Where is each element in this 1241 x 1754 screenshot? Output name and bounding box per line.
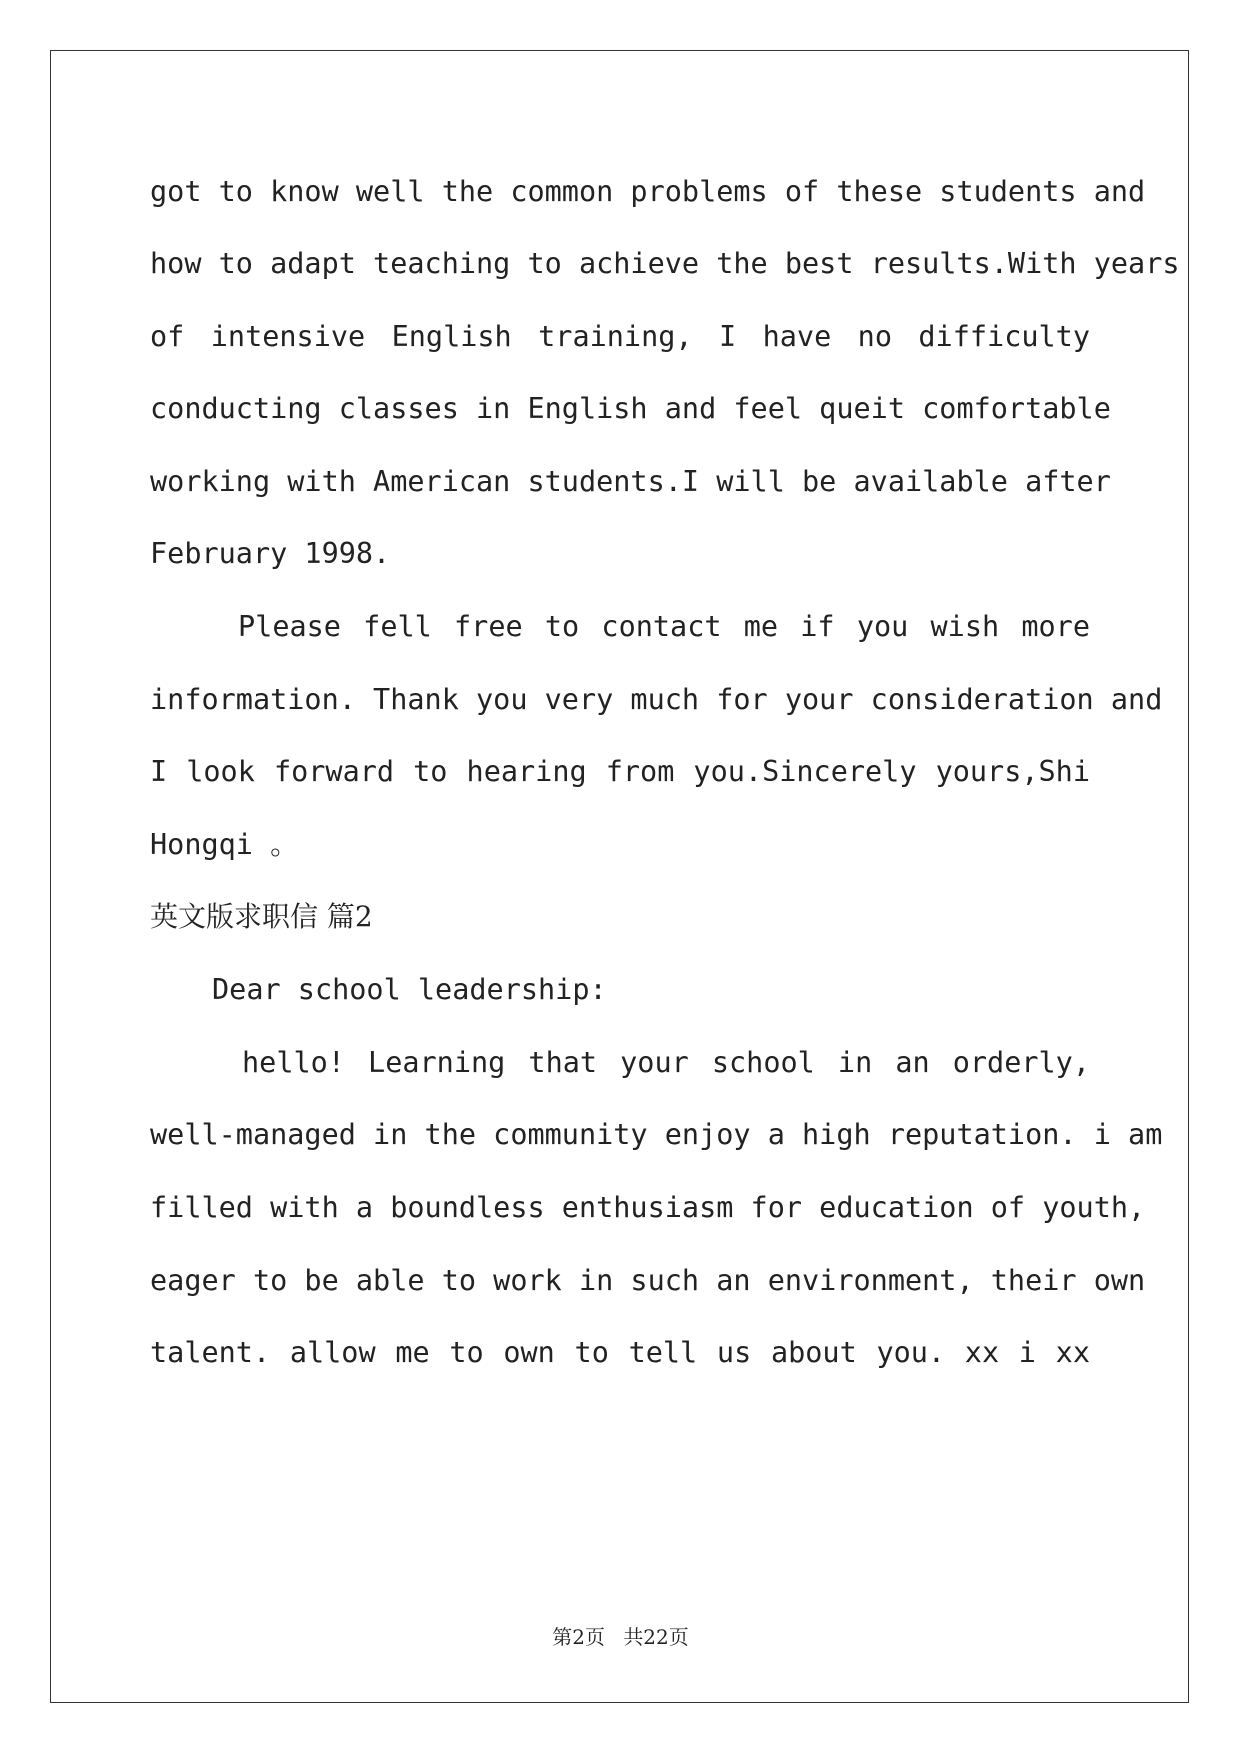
text-line: I look forward to hearing from you.Sincerely yours,Shi (150, 755, 1090, 788)
paragraph-first-line: Please fell free to contact me if you wish more (238, 610, 1090, 643)
text-line: how to adapt teaching to achieve the best results.With years (150, 247, 1180, 280)
text-line: conducting classes in English and feel queit comfortable (150, 392, 1111, 425)
text-line: February 1998. (150, 537, 391, 570)
page-number (0, 1621, 1241, 1650)
page-border (50, 50, 1189, 1703)
section-heading: 英文版求职信 篇2 (150, 900, 373, 933)
salutation: Dear school leadership: (212, 973, 607, 1006)
page-current: 第2页 (552, 1625, 605, 1649)
text-line: of intensive English training, I have no difficulty (150, 320, 1090, 353)
paragraph-first-line: hello! Learning that your school in an orderly, (242, 1046, 1090, 1079)
text-line: Hongqi 。 (150, 828, 299, 861)
text-line: information. Thank you very much for your consideration and (150, 683, 1163, 716)
text-line: talent. allow me to own to tell us about you. xx i xx (150, 1336, 1090, 1369)
text-line: working with American students.I will be available after (150, 465, 1111, 498)
text-line: well-managed in the community enjoy a high reputation. i am (150, 1118, 1163, 1151)
page-total: 共22页 (623, 1625, 689, 1649)
text-line: eager to be able to work in such an environment, their own (150, 1264, 1146, 1297)
text-line: filled with a boundless enthusiasm for education of youth, (150, 1191, 1146, 1224)
text-line: got to know well the common problems of these students and (150, 175, 1146, 208)
